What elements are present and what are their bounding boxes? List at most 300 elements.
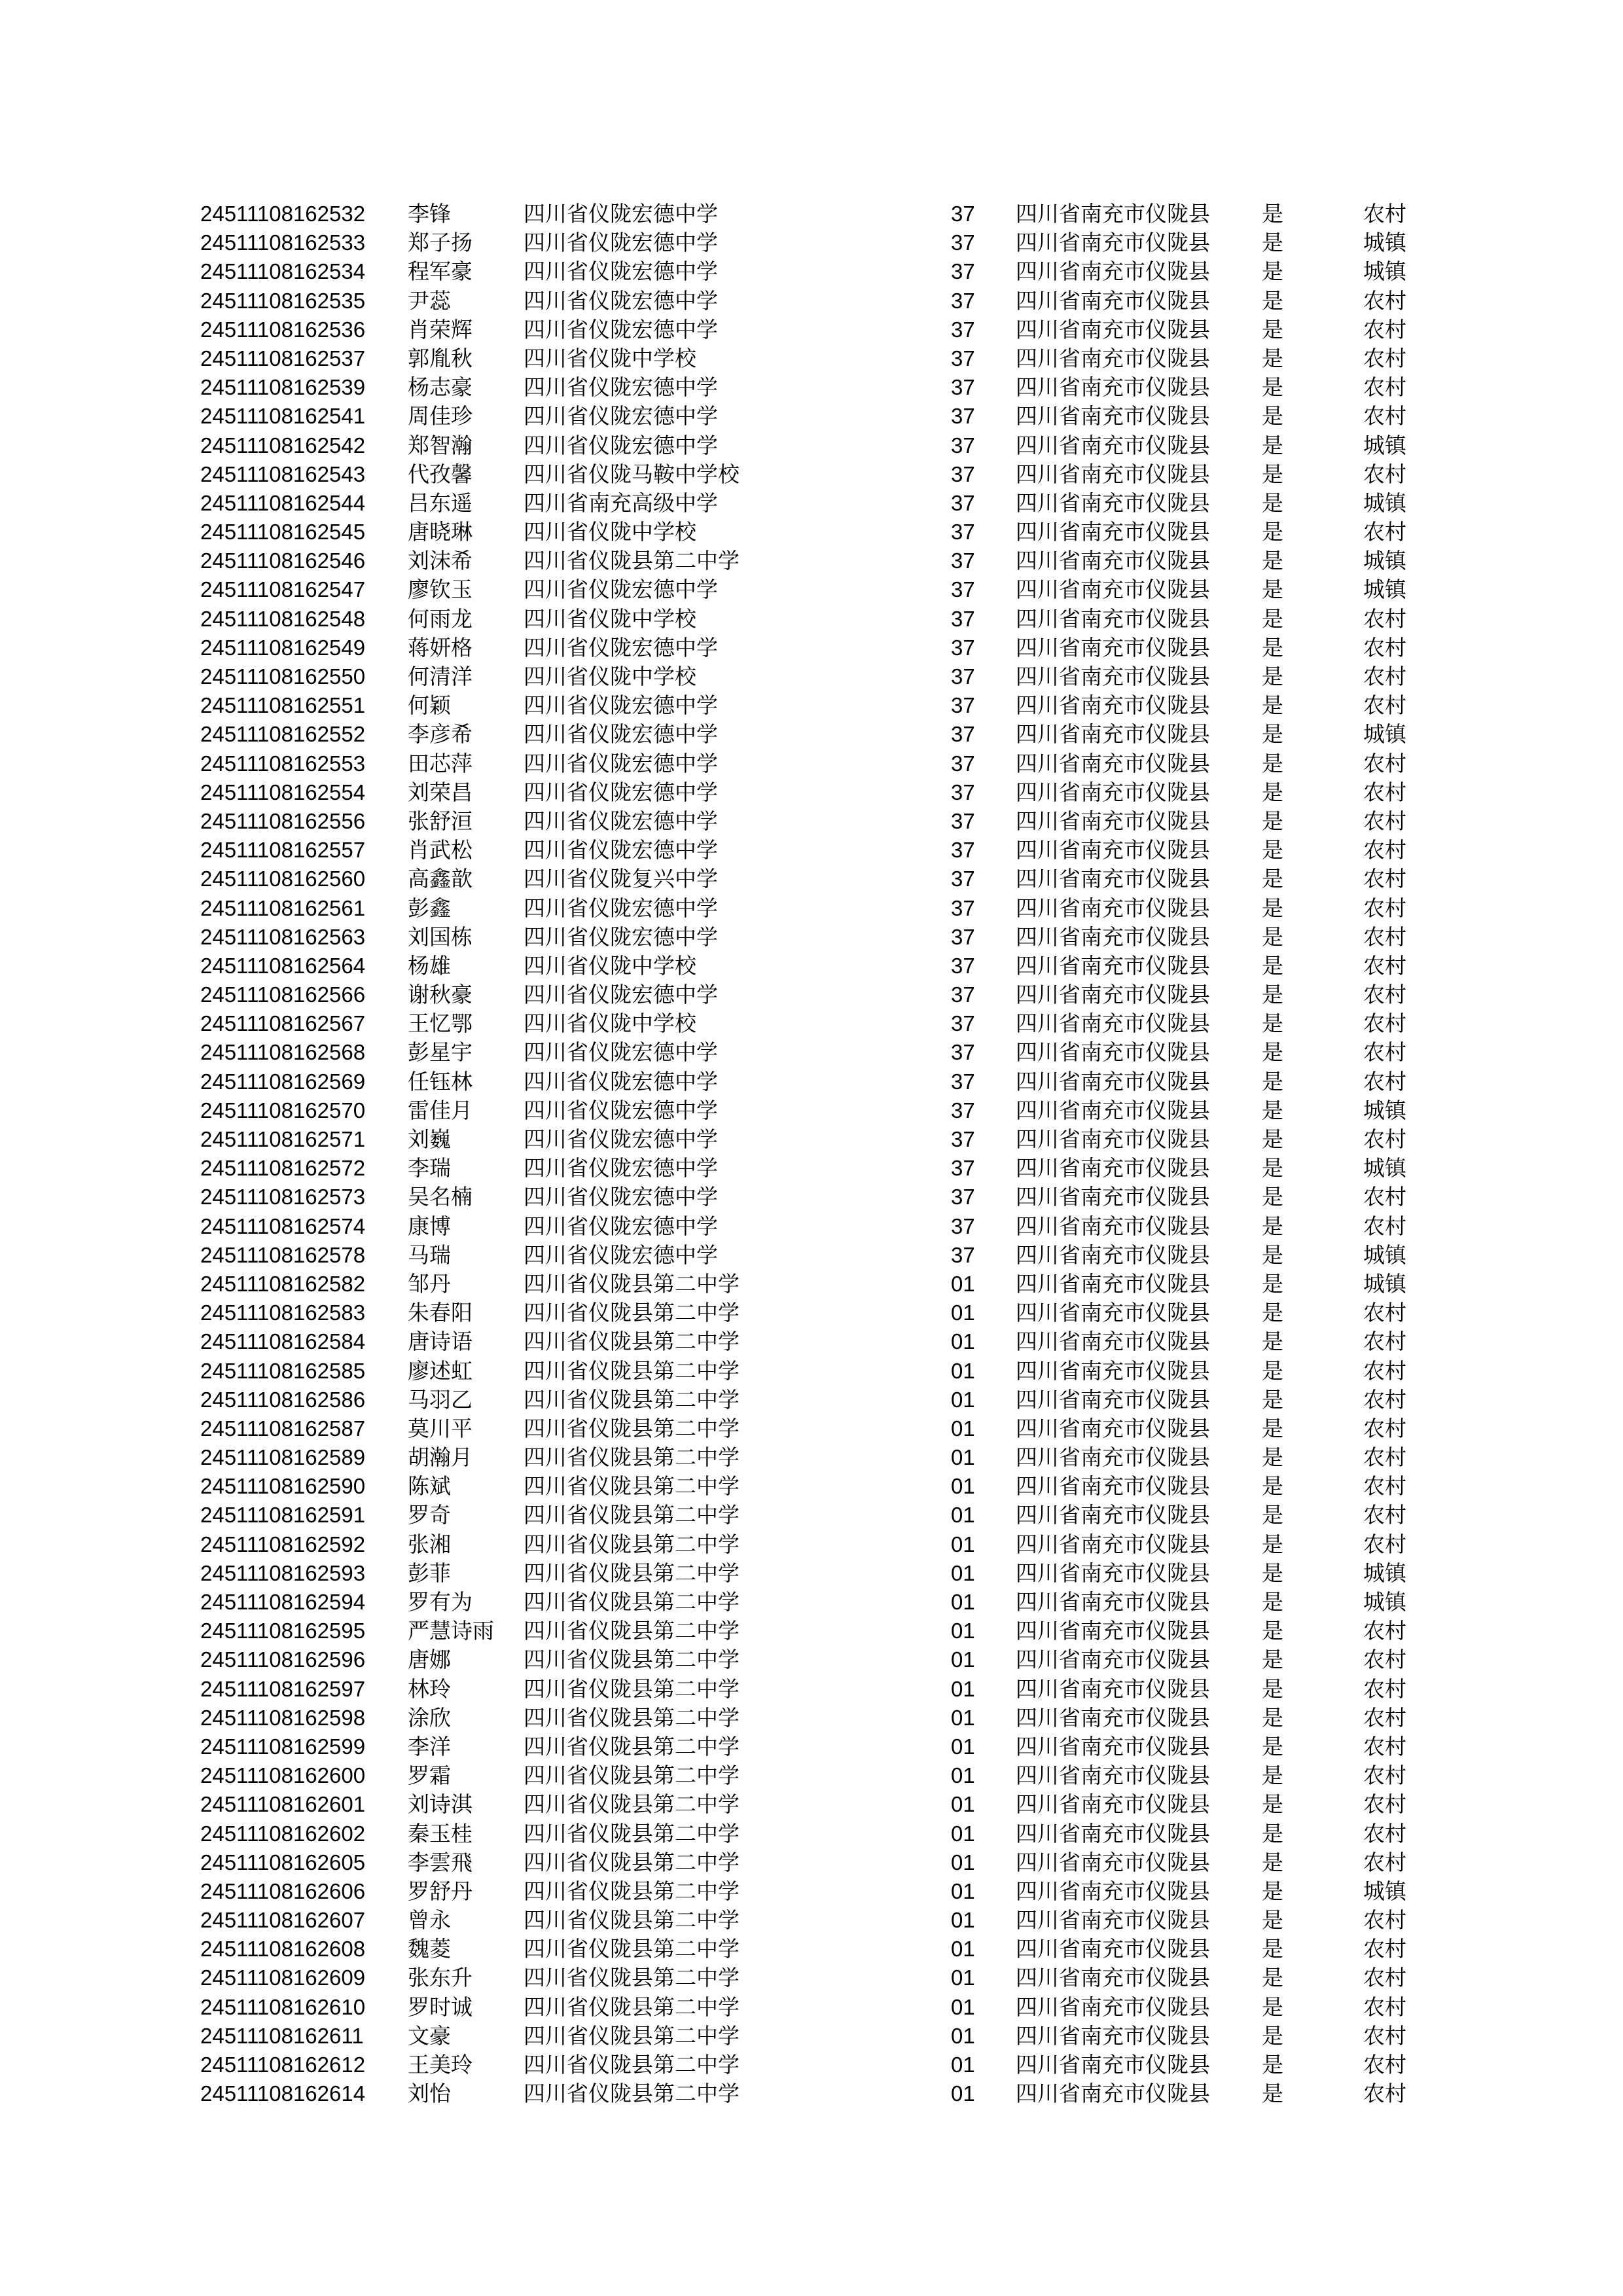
- code-cell: 01: [951, 1647, 975, 1672]
- table-row: [0, 1327, 1623, 1356]
- eligible-cell: 是: [1262, 1184, 1283, 1210]
- code-cell: 37: [951, 317, 975, 342]
- region-cell: 四川省南充市仪陇县: [1016, 316, 1210, 342]
- region-cell: 四川省南充市仪陇县: [1016, 1589, 1210, 1615]
- school-cell: 四川省南充高级中学: [524, 490, 718, 516]
- code-cell: 01: [951, 1560, 975, 1585]
- school-cell: 四川省仪陇宏德中学: [524, 721, 718, 747]
- residence-type-cell: 农村: [1363, 750, 1406, 776]
- region-cell: 四川省南充市仪陇县: [1016, 1502, 1210, 1528]
- table-row: [0, 431, 1623, 460]
- exam-id-cell: 24511108162552: [200, 722, 366, 747]
- school-cell: 四川省仪陇县第二中学: [524, 1647, 740, 1673]
- eligible-cell: 是: [1262, 577, 1283, 603]
- eligible-cell: 是: [1262, 952, 1283, 978]
- code-cell: 37: [951, 751, 975, 776]
- eligible-cell: 是: [1262, 1676, 1283, 1702]
- region-cell: 四川省南充市仪陇县: [1016, 1763, 1210, 1789]
- eligible-cell: 是: [1262, 1126, 1283, 1152]
- code-cell: 01: [951, 1387, 975, 1412]
- table-row: [0, 1067, 1623, 1096]
- eligible-cell: 是: [1262, 1878, 1283, 1904]
- code-cell: 01: [951, 2053, 975, 2077]
- region-cell: 四川省南充市仪陇县: [1016, 201, 1210, 226]
- exam-id-cell: 24511108162591: [200, 1503, 366, 1528]
- school-cell: 四川省仪陇宏德中学: [524, 577, 718, 603]
- region-cell: 四川省南充市仪陇县: [1016, 1560, 1210, 1586]
- eligible-cell: 是: [1262, 1647, 1283, 1673]
- code-cell: 01: [951, 1878, 975, 1903]
- eligible-cell: 是: [1262, 779, 1283, 805]
- table-row: [0, 952, 1623, 980]
- student-name-cell: 郑子扬: [408, 230, 473, 256]
- exam-id-cell: 24511108162561: [200, 895, 366, 920]
- residence-type-cell: 农村: [1363, 1704, 1406, 1731]
- eligible-cell: 是: [1262, 1733, 1283, 1759]
- residence-type-cell: 城镇: [1363, 490, 1406, 516]
- residence-type-cell: 农村: [1363, 692, 1406, 719]
- residence-type-cell: 农村: [1363, 1213, 1406, 1239]
- table-row: [0, 1154, 1623, 1183]
- exam-id-cell: 24511108162582: [200, 1271, 366, 1296]
- exam-id-cell: 24511108162602: [200, 1821, 366, 1846]
- table-row: [0, 1877, 1623, 1906]
- exam-id-cell: 24511108162532: [200, 202, 366, 226]
- residence-type-cell: 农村: [1363, 1329, 1406, 1355]
- code-cell: 01: [951, 1474, 975, 1499]
- table-row: [0, 691, 1623, 720]
- code-cell: 37: [951, 1213, 975, 1238]
- school-cell: 四川省仪陇宏德中学: [524, 316, 718, 342]
- student-name-cell: 程军豪: [408, 259, 473, 285]
- residence-type-cell: 农村: [1363, 2081, 1406, 2107]
- region-cell: 四川省南充市仪陇县: [1016, 1473, 1210, 1499]
- residence-type-cell: 农村: [1363, 345, 1406, 371]
- student-name-cell: 莫川平: [408, 1415, 473, 1441]
- student-name-cell: 廖钦玉: [408, 577, 473, 603]
- student-name-cell: 马瑞: [408, 1242, 451, 1268]
- student-name-cell: 田芯萍: [408, 750, 473, 776]
- region-cell: 四川省南充市仪陇县: [1016, 750, 1210, 776]
- code-cell: 37: [951, 1242, 975, 1267]
- eligible-cell: 是: [1262, 1994, 1283, 2020]
- student-name-cell: 刘荣昌: [408, 779, 473, 805]
- eligible-cell: 是: [1262, 1473, 1283, 1499]
- eligible-cell: 是: [1262, 1820, 1283, 1846]
- table-row: [0, 1645, 1623, 1674]
- residence-type-cell: 农村: [1363, 982, 1406, 1008]
- code-cell: 01: [951, 1619, 975, 1643]
- school-cell: 四川省仪陇中学校: [524, 664, 696, 689]
- code-cell: 37: [951, 404, 975, 429]
- region-cell: 四川省南充市仪陇县: [1016, 1820, 1210, 1846]
- region-cell: 四川省南充市仪陇县: [1016, 1184, 1210, 1210]
- code-cell: 37: [951, 1185, 975, 1210]
- table-row: [0, 865, 1623, 893]
- eligible-cell: 是: [1262, 1791, 1283, 1818]
- table-row: [0, 1617, 1623, 1645]
- region-cell: 四川省南充市仪陇县: [1016, 1791, 1210, 1818]
- student-name-cell: 胡瀚月: [408, 1444, 473, 1471]
- table-row: [0, 1386, 1623, 1414]
- exam-id-cell: 24511108162560: [200, 867, 366, 891]
- residence-type-cell: 农村: [1363, 779, 1406, 805]
- eligible-cell: 是: [1262, 1386, 1283, 1412]
- exam-id-cell: 24511108162570: [200, 1098, 366, 1122]
- eligible-cell: 是: [1262, 750, 1283, 776]
- code-cell: 01: [951, 2023, 975, 2048]
- student-name-cell: 文豪: [408, 2022, 451, 2049]
- exam-id-cell: 24511108162592: [200, 1532, 366, 1556]
- exam-id-cell: 24511108162611: [200, 2023, 364, 2048]
- code-cell: 01: [951, 1329, 975, 1354]
- student-name-cell: 肖荣辉: [408, 316, 473, 342]
- eligible-cell: 是: [1262, 461, 1283, 487]
- school-cell: 四川省仪陇县第二中学: [524, 2022, 740, 2049]
- code-cell: 37: [951, 635, 975, 660]
- eligible-cell: 是: [1262, 1357, 1283, 1384]
- exam-id-cell: 24511108162534: [200, 259, 366, 284]
- school-cell: 四川省仪陇宏德中学: [524, 1155, 718, 1181]
- exam-id-cell: 24511108162607: [200, 1908, 366, 1933]
- code-cell: 01: [951, 1445, 975, 1470]
- region-cell: 四川省南充市仪陇县: [1016, 2081, 1210, 2107]
- school-cell: 四川省仪陇宏德中学: [524, 982, 718, 1008]
- eligible-cell: 是: [1262, 345, 1283, 371]
- table-row: [0, 1009, 1623, 1038]
- eligible-cell: 是: [1262, 403, 1283, 429]
- student-name-cell: 罗有为: [408, 1589, 473, 1615]
- code-cell: 37: [951, 259, 975, 284]
- table-row: [0, 1964, 1623, 1992]
- region-cell: 四川省南充市仪陇县: [1016, 721, 1210, 747]
- residence-type-cell: 农村: [1363, 952, 1406, 978]
- residence-type-cell: 农村: [1363, 1068, 1406, 1094]
- code-cell: 01: [951, 1676, 975, 1701]
- table-row: [0, 1183, 1623, 1211]
- table-row: [0, 575, 1623, 604]
- table-row: [0, 460, 1623, 489]
- eligible-cell: 是: [1262, 1300, 1283, 1326]
- eligible-cell: 是: [1262, 634, 1283, 660]
- residence-type-cell: 城镇: [1363, 1270, 1406, 1297]
- exam-id-cell: 24511108162606: [200, 1878, 366, 1903]
- exam-id-cell: 24511108162543: [200, 461, 366, 486]
- table-row: [0, 807, 1623, 836]
- school-cell: 四川省仪陇县第二中学: [524, 1300, 740, 1326]
- region-cell: 四川省南充市仪陇县: [1016, 1618, 1210, 1644]
- exam-id-cell: 24511108162578: [200, 1242, 366, 1267]
- exam-id-cell: 24511108162544: [200, 490, 366, 515]
- table-row: [0, 1820, 1623, 1848]
- school-cell: 四川省仪陇宏德中学: [524, 201, 718, 226]
- exam-id-cell: 24511108162609: [200, 1965, 366, 1990]
- student-name-cell: 何清洋: [408, 664, 473, 689]
- school-cell: 四川省仪陇县第二中学: [524, 1907, 740, 1933]
- code-cell: 37: [951, 982, 975, 1007]
- student-name-cell: 李锋: [408, 201, 451, 226]
- eligible-cell: 是: [1262, 2081, 1283, 2107]
- region-cell: 四川省南充市仪陇县: [1016, 895, 1210, 921]
- region-cell: 四川省南充市仪陇县: [1016, 1357, 1210, 1384]
- student-name-cell: 李雲飛: [408, 1849, 473, 1875]
- code-cell: 01: [951, 1705, 975, 1730]
- residence-type-cell: 农村: [1363, 201, 1406, 226]
- table-row: [0, 373, 1623, 402]
- code-cell: 37: [951, 230, 975, 255]
- residence-type-cell: 农村: [1363, 1531, 1406, 1557]
- table-row: [0, 1270, 1623, 1299]
- table-row: [0, 1906, 1623, 1935]
- region-cell: 四川省南充市仪陇县: [1016, 1878, 1210, 1904]
- student-name-cell: 李洋: [408, 1733, 451, 1759]
- table-row: [0, 200, 1623, 228]
- eligible-cell: 是: [1262, 490, 1283, 516]
- region-cell: 四川省南充市仪陇县: [1016, 548, 1210, 574]
- student-name-cell: 罗霜: [408, 1763, 451, 1789]
- school-cell: 四川省仪陇宏德中学: [524, 374, 718, 401]
- table-row: [0, 1588, 1623, 1617]
- region-cell: 四川省南充市仪陇县: [1016, 952, 1210, 978]
- school-cell: 四川省仪陇县第二中学: [524, 1618, 740, 1644]
- student-list-table: [0, 200, 1623, 2108]
- school-cell: 四川省仪陇县第二中学: [524, 1357, 740, 1384]
- code-cell: 37: [951, 867, 975, 891]
- student-name-cell: 罗时诚: [408, 1994, 473, 2020]
- residence-type-cell: 农村: [1363, 2052, 1406, 2077]
- table-row: [0, 980, 1623, 1009]
- school-cell: 四川省仪陇县第二中学: [524, 1473, 740, 1499]
- school-cell: 四川省仪陇宏德中学: [524, 1213, 718, 1239]
- table-row: [0, 1472, 1623, 1501]
- eligible-cell: 是: [1262, 1849, 1283, 1875]
- code-cell: 37: [951, 433, 975, 457]
- region-cell: 四川省南充市仪陇县: [1016, 461, 1210, 487]
- eligible-cell: 是: [1262, 664, 1283, 689]
- student-name-cell: 李瑞: [408, 1155, 451, 1181]
- region-cell: 四川省南充市仪陇县: [1016, 519, 1210, 545]
- exam-id-cell: 24511108162612: [200, 2053, 366, 2077]
- school-cell: 四川省仪陇宏德中学: [524, 779, 718, 805]
- school-cell: 四川省仪陇县第二中学: [524, 1849, 740, 1875]
- school-cell: 四川省仪陇宏德中学: [524, 895, 718, 921]
- student-name-cell: 王美玲: [408, 2052, 473, 2077]
- residence-type-cell: 农村: [1363, 664, 1406, 689]
- residence-type-cell: 城镇: [1363, 1097, 1406, 1123]
- residence-type-cell: 农村: [1363, 519, 1406, 545]
- residence-type-cell: 农村: [1363, 1126, 1406, 1152]
- student-name-cell: 唐诗语: [408, 1329, 473, 1355]
- student-name-cell: 郭胤秋: [408, 345, 473, 371]
- school-cell: 四川省仪陇中学校: [524, 345, 696, 371]
- table-row: [0, 1096, 1623, 1125]
- residence-type-cell: 农村: [1363, 1039, 1406, 1066]
- table-row: [0, 1848, 1623, 1877]
- exam-id-cell: 24511108162585: [200, 1358, 366, 1383]
- residence-type-cell: 城镇: [1363, 1878, 1406, 1904]
- exam-id-cell: 24511108162599: [200, 1734, 366, 1759]
- eligible-cell: 是: [1262, 287, 1283, 314]
- code-cell: 01: [951, 1821, 975, 1846]
- code-cell: 01: [951, 1994, 975, 2019]
- exam-id-cell: 24511108162567: [200, 1011, 366, 1036]
- student-name-cell: 涂欣: [408, 1704, 451, 1731]
- eligible-cell: 是: [1262, 2052, 1283, 2077]
- school-cell: 四川省仪陇中学校: [524, 1011, 696, 1037]
- code-cell: 37: [951, 924, 975, 949]
- school-cell: 四川省仪陇宏德中学: [524, 1068, 718, 1094]
- code-cell: 37: [951, 288, 975, 313]
- table-row: [0, 1357, 1623, 1386]
- student-name-cell: 曾永: [408, 1907, 451, 1933]
- eligible-cell: 是: [1262, 230, 1283, 256]
- eligible-cell: 是: [1262, 1589, 1283, 1615]
- table-row: [0, 2051, 1623, 2079]
- residence-type-cell: 农村: [1363, 1415, 1406, 1441]
- exam-id-cell: 24511108162600: [200, 1763, 366, 1788]
- exam-id-cell: 24511108162556: [200, 808, 366, 833]
- school-cell: 四川省仪陇县第二中学: [524, 1820, 740, 1846]
- exam-id-cell: 24511108162536: [200, 317, 366, 342]
- exam-id-cell: 24511108162601: [200, 1792, 366, 1817]
- school-cell: 四川省仪陇县第二中学: [524, 1936, 740, 1962]
- residence-type-cell: 农村: [1363, 1011, 1406, 1037]
- table-row: [0, 1790, 1623, 1819]
- table-row: [0, 1414, 1623, 1443]
- residence-type-cell: 农村: [1363, 1647, 1406, 1673]
- school-cell: 四川省仪陇县第二中学: [524, 2081, 740, 2107]
- residence-type-cell: 农村: [1363, 1386, 1406, 1412]
- student-name-cell: 李彦希: [408, 721, 473, 747]
- residence-type-cell: 农村: [1363, 1994, 1406, 2020]
- region-cell: 四川省南充市仪陇县: [1016, 230, 1210, 256]
- region-cell: 四川省南充市仪陇县: [1016, 1965, 1210, 1991]
- code-cell: 37: [951, 490, 975, 515]
- table-row: [0, 720, 1623, 749]
- region-cell: 四川省南充市仪陇县: [1016, 1531, 1210, 1557]
- student-name-cell: 雷佳月: [408, 1097, 473, 1123]
- table-row: [0, 1761, 1623, 1790]
- code-cell: 37: [951, 780, 975, 804]
- student-name-cell: 蒋妍格: [408, 634, 473, 660]
- code-cell: 01: [951, 1908, 975, 1933]
- region-cell: 四川省南充市仪陇县: [1016, 1994, 1210, 2020]
- region-cell: 四川省南充市仪陇县: [1016, 1097, 1210, 1123]
- region-cell: 四川省南充市仪陇县: [1016, 1386, 1210, 1412]
- exam-id-cell: 24511108162566: [200, 982, 366, 1007]
- code-cell: 01: [951, 1792, 975, 1817]
- student-name-cell: 刘国栋: [408, 924, 473, 950]
- student-name-cell: 谢秋豪: [408, 982, 473, 1008]
- eligible-cell: 是: [1262, 1704, 1283, 1731]
- eligible-cell: 是: [1262, 1936, 1283, 1962]
- exam-id-cell: 24511108162590: [200, 1474, 366, 1499]
- code-cell: 01: [951, 1503, 975, 1528]
- code-cell: 01: [951, 1937, 975, 1962]
- school-cell: 四川省仪陇县第二中学: [524, 1386, 740, 1412]
- eligible-cell: 是: [1262, 548, 1283, 574]
- eligible-cell: 是: [1262, 1039, 1283, 1066]
- residence-type-cell: 农村: [1363, 1965, 1406, 1991]
- eligible-cell: 是: [1262, 2022, 1283, 2049]
- table-row: [0, 1559, 1623, 1588]
- eligible-cell: 是: [1262, 1213, 1283, 1239]
- school-cell: 四川省仪陇宏德中学: [524, 1039, 718, 1066]
- eligible-cell: 是: [1262, 982, 1283, 1008]
- region-cell: 四川省南充市仪陇县: [1016, 1849, 1210, 1875]
- region-cell: 四川省南充市仪陇县: [1016, 2022, 1210, 2049]
- exam-id-cell: 24511108162539: [200, 375, 366, 400]
- table-row: [0, 778, 1623, 807]
- school-cell: 四川省仪陇县第二中学: [524, 1965, 740, 1991]
- eligible-cell: 是: [1262, 837, 1283, 863]
- eligible-cell: 是: [1262, 1618, 1283, 1644]
- eligible-cell: 是: [1262, 201, 1283, 226]
- student-name-cell: 高鑫歆: [408, 866, 473, 892]
- residence-type-cell: 农村: [1363, 808, 1406, 834]
- region-cell: 四川省南充市仪陇县: [1016, 1300, 1210, 1326]
- eligible-cell: 是: [1262, 1155, 1283, 1181]
- exam-id-cell: 24511108162596: [200, 1647, 366, 1672]
- table-row: [0, 1125, 1623, 1154]
- school-cell: 四川省仪陇县第二中学: [524, 1502, 740, 1528]
- school-cell: 四川省仪陇宏德中学: [524, 837, 718, 863]
- student-name-cell: 吴名楠: [408, 1184, 473, 1210]
- exam-id-cell: 24511108162535: [200, 288, 366, 313]
- school-cell: 四川省仪陇县第二中学: [524, 1676, 740, 1702]
- eligible-cell: 是: [1262, 1329, 1283, 1355]
- code-cell: 37: [951, 693, 975, 718]
- table-row: [0, 605, 1623, 634]
- code-cell: 01: [951, 1358, 975, 1383]
- exam-id-cell: 24511108162598: [200, 1705, 366, 1730]
- exam-id-cell: 24511108162551: [200, 693, 366, 718]
- school-cell: 四川省仪陇县第二中学: [524, 1560, 740, 1586]
- eligible-cell: 是: [1262, 895, 1283, 921]
- table-row: [0, 1443, 1623, 1472]
- exam-id-cell: 24511108162586: [200, 1387, 366, 1412]
- region-cell: 四川省南充市仪陇县: [1016, 374, 1210, 401]
- residence-type-cell: 农村: [1363, 1791, 1406, 1818]
- school-cell: 四川省仪陇宏德中学: [524, 287, 718, 314]
- table-row: [0, 1299, 1623, 1327]
- table-row: [0, 836, 1623, 865]
- student-name-cell: 唐晓琳: [408, 519, 473, 545]
- student-name-cell: 邹丹: [408, 1270, 451, 1297]
- region-cell: 四川省南充市仪陇县: [1016, 1329, 1210, 1355]
- student-name-cell: 彭鑫: [408, 895, 451, 921]
- code-cell: 37: [951, 664, 975, 689]
- eligible-cell: 是: [1262, 1444, 1283, 1471]
- region-cell: 四川省南充市仪陇县: [1016, 1936, 1210, 1962]
- school-cell: 四川省仪陇宏德中学: [524, 1126, 718, 1152]
- school-cell: 四川省仪陇宏德中学: [524, 692, 718, 719]
- student-name-cell: 代孜馨: [408, 461, 473, 487]
- school-cell: 四川省仪陇宏德中学: [524, 230, 718, 256]
- region-cell: 四川省南充市仪陇县: [1016, 982, 1210, 1008]
- code-cell: 01: [951, 1590, 975, 1614]
- table-row: [0, 315, 1623, 344]
- code-cell: 37: [951, 1069, 975, 1094]
- eligible-cell: 是: [1262, 1011, 1283, 1037]
- exam-id-cell: 24511108162572: [200, 1156, 366, 1181]
- eligible-cell: 是: [1262, 1763, 1283, 1789]
- region-cell: 四川省南充市仪陇县: [1016, 1126, 1210, 1152]
- eligible-cell: 是: [1262, 1502, 1283, 1528]
- residence-type-cell: 城镇: [1363, 577, 1406, 603]
- region-cell: 四川省南充市仪陇县: [1016, 924, 1210, 950]
- exam-id-cell: 24511108162571: [200, 1127, 366, 1151]
